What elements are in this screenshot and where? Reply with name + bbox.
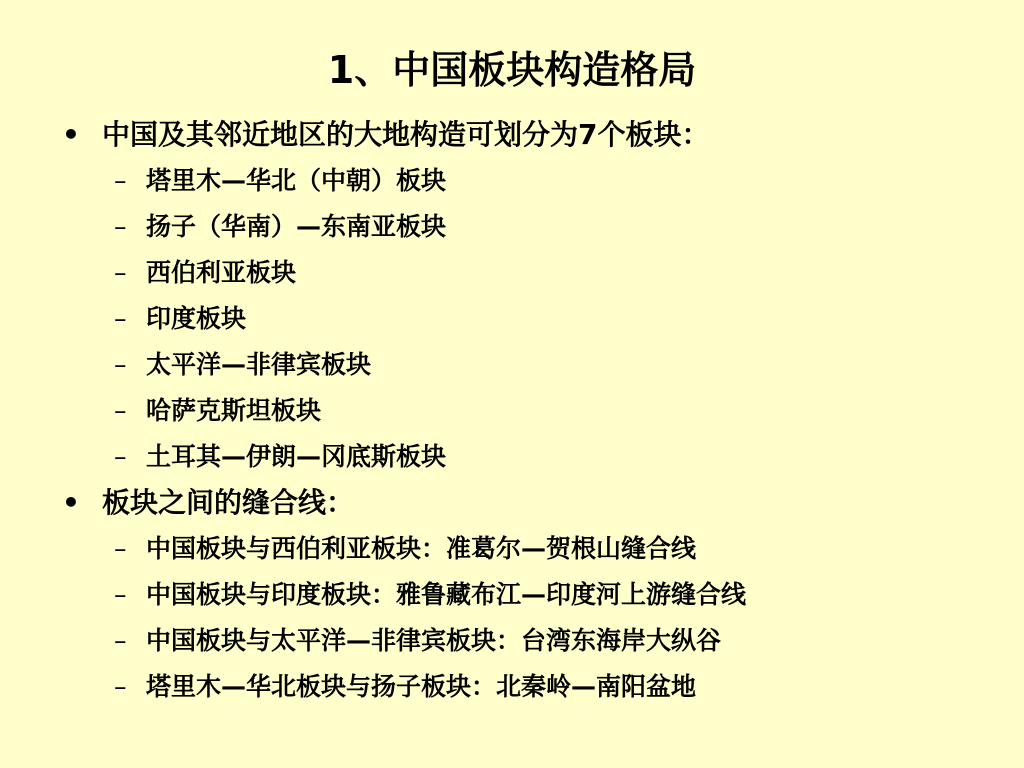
dash-marker: – [114, 442, 127, 471]
dash-marker: – [114, 166, 127, 195]
sub-item-text: 塔里木—华北板块与扬子板块：北秦岭—南阳盆地 [146, 672, 697, 701]
sub-item [62, 526, 1002, 572]
sub-item [62, 388, 1002, 434]
dash-marker: – [114, 304, 127, 333]
dash-marker: – [114, 258, 127, 287]
bullet-text: 中国及其邻近地区的大地构造可划分为7个板块： [102, 118, 710, 151]
sub-item-text: 中国板块与太平洋—非律宾板块：台湾东海岸大纵谷 [146, 626, 722, 655]
bullet-marker: • [62, 486, 80, 519]
sub-item-text: 哈萨克斯坦板块 [146, 396, 322, 425]
sub-item [62, 158, 1002, 204]
sub-item [62, 204, 1002, 250]
sub-item-text: 塔里木—华北（中朝）板块 [146, 166, 447, 195]
dash-marker: – [114, 212, 127, 241]
dash-marker: – [114, 626, 127, 655]
bullet-item [62, 480, 1002, 526]
sub-item [62, 296, 1002, 342]
sub-item-text: 中国板块与西伯利亚板块：准葛尔—贺根山缝合线 [146, 534, 697, 563]
bullet-marker: • [62, 118, 80, 151]
sub-list [62, 158, 1002, 480]
sub-item-text: 中国板块与印度板块：雅鲁藏布江—印度河上游缝合线 [146, 580, 747, 609]
sub-item-text: 西伯利亚板块 [146, 258, 297, 287]
bullet-item [62, 112, 1002, 158]
sub-item [62, 342, 1002, 388]
sub-item [62, 618, 1002, 664]
sub-item-text: 印度板块 [146, 304, 247, 333]
sub-item [62, 572, 1002, 618]
sub-item-text: 太平洋—非律宾板块 [146, 350, 372, 379]
sub-item [62, 250, 1002, 296]
bullet-text: 板块之间的缝合线： [102, 486, 355, 519]
dash-marker: – [114, 580, 127, 609]
sub-list [62, 526, 1002, 710]
sub-item [62, 664, 1002, 710]
slide-content [62, 112, 1002, 710]
dash-marker: – [114, 350, 127, 379]
sub-item-text: 土耳其—伊朗—冈底斯板块 [146, 442, 447, 471]
dash-marker: – [114, 396, 127, 425]
dash-marker: – [114, 672, 127, 701]
sub-item [62, 434, 1002, 480]
dash-marker: – [114, 534, 127, 563]
sub-item-text: 扬子（华南）—东南亚板块 [146, 212, 447, 241]
slide-title: 1、中国板块构造格局 [327, 48, 697, 92]
